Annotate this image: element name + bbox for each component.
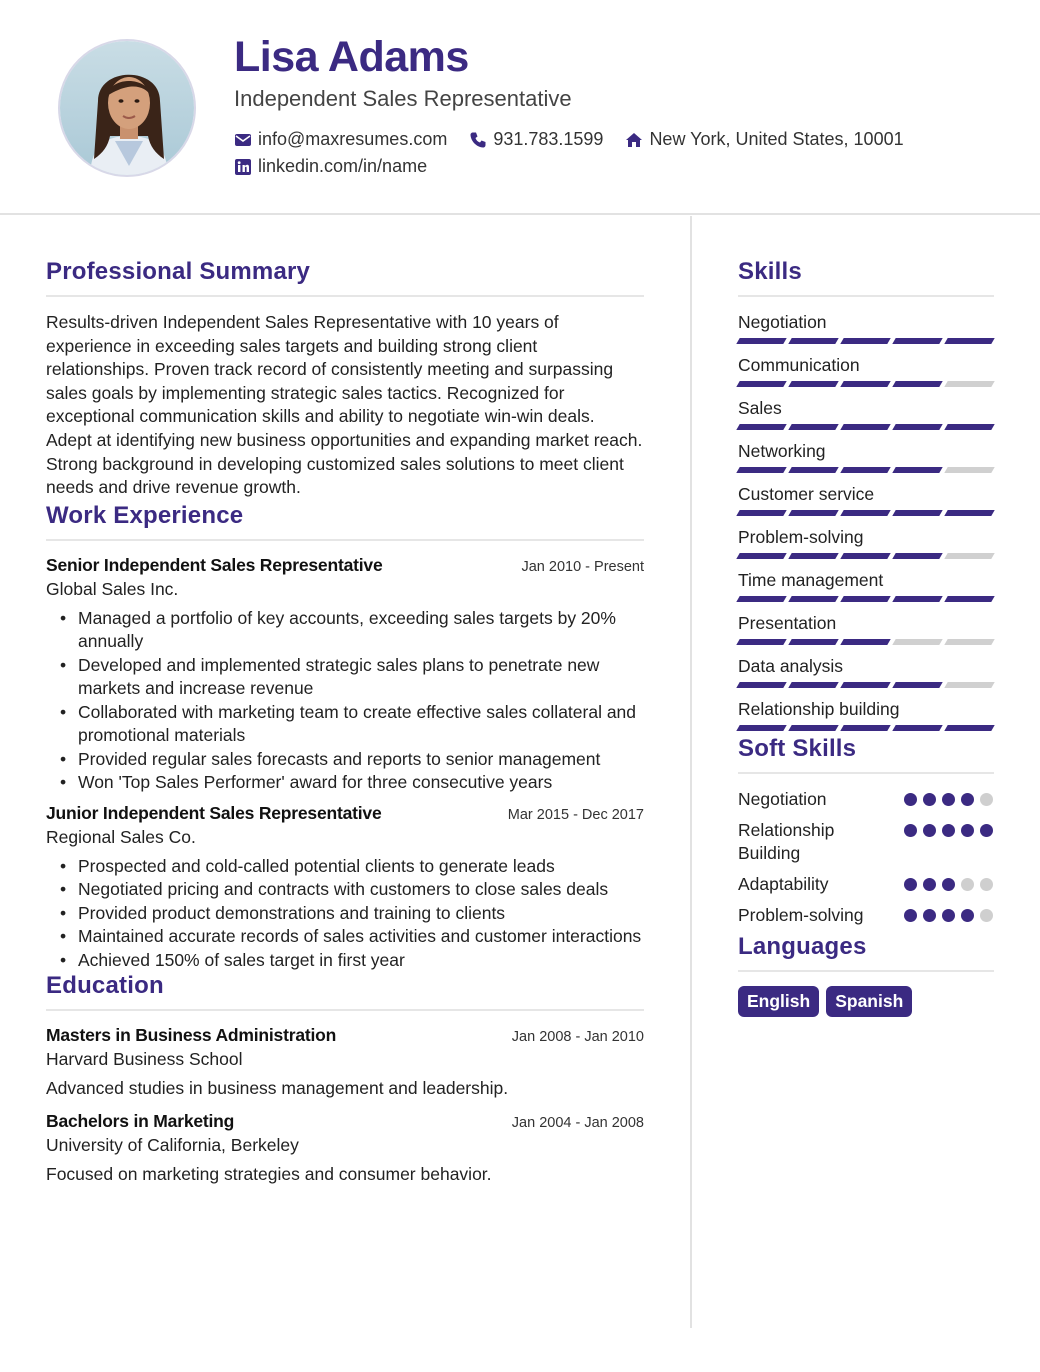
rating-dot: [942, 878, 955, 891]
rating-dot: [923, 824, 936, 837]
job-bullets: [46, 607, 644, 795]
skill-level-segment: [892, 381, 942, 387]
soft-skill-name: Relationship Building: [738, 820, 835, 863]
degree-title: Bachelors in Marketing: [46, 1111, 235, 1132]
education-date: Jan 2008 - Jan 2010: [511, 1029, 644, 1046]
job-title: Junior Independent Sales Representative: [46, 802, 382, 823]
skill-item: [738, 526, 994, 569]
skill-level-segment: [840, 553, 890, 559]
skill-level-segment: [788, 510, 838, 516]
soft-skill-rating: [904, 904, 994, 922]
skill-level-segment: [788, 725, 838, 731]
skill-level-bar: [738, 424, 994, 430]
school-name: Harvard Business School: [46, 1049, 243, 1070]
skill-name: Communication: [738, 355, 860, 375]
job-title: Senior Independent Sales Representative: [46, 554, 383, 575]
skill-level-segment: [788, 639, 838, 645]
soft-skill-rating: [904, 788, 994, 806]
soft-skill-rating: [904, 873, 994, 891]
candidate-title: Independent Sales Representative: [234, 86, 572, 111]
skill-name: Data analysis: [738, 656, 844, 676]
soft-skill-name: Problem-solving: [738, 905, 864, 925]
rating-dot: [904, 793, 917, 806]
skill-level-bar: [738, 682, 994, 688]
rating-dot: [923, 793, 936, 806]
skill-level-segment: [892, 338, 942, 344]
skill-level-segment: [944, 510, 994, 516]
resume-header: [0, 0, 1040, 215]
skill-level-segment: [840, 510, 890, 516]
education-date: Jan 2004 - Jan 2008: [511, 1115, 644, 1132]
skill-level-segment: [892, 596, 942, 602]
linkedin-icon: [234, 158, 252, 176]
skill-name: Negotiation: [738, 312, 827, 332]
list-item: • Provided regular sales forecasts and reports to senior management: [78, 748, 644, 772]
soft-skill-item: [738, 819, 994, 865]
list-item: • Managed a portfolio of key accounts, exceeding sales targets by 20% annually: [78, 607, 644, 654]
rating-dot: [942, 793, 955, 806]
skill-level-segment: [944, 467, 994, 473]
education-heading: Education: [46, 972, 644, 1011]
job-entry: [46, 803, 644, 973]
rating-dot: [980, 824, 993, 837]
education-entry: [46, 1025, 644, 1099]
soft-skill-item: [738, 788, 994, 811]
rating-dot: [904, 909, 917, 922]
rating-dot: [961, 793, 974, 806]
skill-level-segment: [840, 424, 890, 430]
rating-dot: [980, 909, 993, 922]
linkedin-text: linkedin.com/in/name: [258, 156, 428, 176]
soft-skill-item: [738, 873, 994, 896]
skill-level-segment: [840, 725, 890, 731]
profile-photo: [58, 39, 196, 177]
skill-level-segment: [736, 338, 786, 344]
side-column: [738, 258, 994, 1017]
contact-row-2: [234, 156, 449, 177]
skill-level-bar: [738, 596, 994, 602]
rating-dot: [961, 824, 974, 837]
experience-heading: Work Experience: [46, 502, 644, 541]
skill-level-bar: [738, 338, 994, 344]
job-date: Jan 2010 - Present: [521, 558, 644, 575]
skill-level-segment: [892, 553, 942, 559]
skill-level-bar: [738, 639, 994, 645]
education-desc: Focused on marketing strategies and consumer behavior.: [46, 1164, 492, 1185]
skill-name: Problem-solving: [738, 527, 864, 547]
language-tag: English: [738, 986, 819, 1017]
skill-item: [738, 397, 994, 440]
rating-dot: [904, 824, 917, 837]
skill-level-segment: [788, 682, 838, 688]
list-item: • Negotiated pricing and contracts with customers to close sales deals: [78, 878, 644, 902]
skill-level-segment: [840, 381, 890, 387]
skill-name: Relationship building: [738, 699, 900, 719]
skill-level-segment: [892, 682, 942, 688]
envelope-icon: [234, 131, 252, 149]
skill-name: Time management: [738, 570, 884, 590]
skill-level-segment: [736, 381, 786, 387]
company-name: Regional Sales Co.: [46, 826, 196, 847]
skill-level-segment: [944, 381, 994, 387]
skill-level-segment: [736, 682, 786, 688]
skill-level-segment: [736, 424, 786, 430]
contact-phone[interactable]: [469, 129, 603, 150]
home-icon: [625, 131, 643, 149]
rating-dot: [942, 824, 955, 837]
skill-level-segment: [788, 596, 838, 602]
column-divider: [690, 216, 692, 1328]
skill-level-segment: [736, 553, 786, 559]
skill-level-segment: [892, 467, 942, 473]
skill-item: [738, 354, 994, 397]
skill-level-bar: [738, 381, 994, 387]
skill-name: Presentation: [738, 613, 837, 633]
list-item: • Developed and implemented strategic sales plans to penetrate new markets and increase revenue: [78, 654, 644, 701]
contact-row: [234, 129, 926, 150]
skill-level-segment: [736, 596, 786, 602]
skill-name: Sales: [738, 398, 782, 418]
skill-level-segment: [736, 639, 786, 645]
skill-level-segment: [736, 725, 786, 731]
education-entry: [46, 1111, 644, 1185]
rating-dot: [923, 878, 936, 891]
skill-level-segment: [788, 553, 838, 559]
job-entry: [46, 555, 644, 795]
languages-heading: Languages: [738, 933, 994, 972]
skill-level-segment: [944, 725, 994, 731]
job-date: Mar 2015 - Dec 2017: [507, 806, 644, 823]
summary-text: Results-driven Independent Sales Representative with 10 years of experience in exceeding sales targets and building strong client relationships. Proven track record of consistently meeting and surpassing sales goals by implementing strategic sales tactics. Recognized for exceptional communication skills and ability to negotiate win-win deals. Adept at identifying new business opportunities and expanding market reach. Strong background in developing customized sales solutions to meet client needs and drive revenue growth.: [46, 312, 643, 498]
skill-level-segment: [892, 725, 942, 731]
rating-dot: [904, 878, 917, 891]
list-item: • Achieved 150% of sales target in first year: [78, 949, 644, 973]
skill-level-segment: [944, 639, 994, 645]
skill-level-segment: [788, 467, 838, 473]
skill-level-segment: [840, 596, 890, 602]
job-bullets: [46, 855, 644, 973]
location-text: New York, United States, 10001: [649, 129, 904, 149]
skill-level-segment: [840, 639, 890, 645]
skills-heading: Skills: [738, 258, 994, 297]
main-column: [46, 258, 644, 1197]
rating-dot: [961, 909, 974, 922]
skill-level-segment: [788, 381, 838, 387]
skill-level-bar: [738, 467, 994, 473]
rating-dot: [980, 878, 993, 891]
skill-level-segment: [944, 424, 994, 430]
skill-level-segment: [944, 338, 994, 344]
phone-text: 931.783.1599: [493, 129, 604, 149]
list-item: • Prospected and cold-called potential clients to generate leads: [78, 855, 644, 879]
summary-heading: Professional Summary: [46, 258, 644, 297]
skill-level-segment: [840, 338, 890, 344]
skill-level-bar: [738, 725, 994, 731]
company-name: Global Sales Inc.: [46, 578, 179, 599]
skill-item: [738, 483, 994, 526]
rating-dot: [961, 878, 974, 891]
skill-item: [738, 311, 994, 354]
skill-item: [738, 569, 994, 612]
skill-name: Networking: [738, 441, 826, 461]
soft-skill-rating: [904, 819, 994, 837]
soft-skills-heading: Soft Skills: [738, 735, 994, 774]
degree-title: Masters in Business Administration: [46, 1025, 337, 1046]
contact-linkedin[interactable]: [234, 156, 427, 177]
school-name: University of California, Berkeley: [46, 1135, 299, 1156]
skill-level-segment: [892, 639, 942, 645]
skill-item: [738, 612, 994, 655]
rating-dot: [980, 793, 993, 806]
skill-level-segment: [840, 467, 890, 473]
skill-item: [738, 655, 994, 698]
skill-name: Customer service: [738, 484, 875, 504]
email-text: info@maxresumes.com: [258, 129, 448, 149]
languages-list: [738, 986, 994, 1017]
soft-skill-item: [738, 904, 994, 927]
contact-location: [625, 129, 903, 150]
language-tag: Spanish: [826, 986, 912, 1017]
list-item: • Collaborated with marketing team to create effective sales collateral and promotional materials: [78, 701, 644, 748]
skill-level-segment: [892, 510, 942, 516]
soft-skill-name: Negotiation: [738, 789, 827, 809]
skill-level-segment: [736, 467, 786, 473]
rating-dot: [942, 909, 955, 922]
skill-level-segment: [736, 510, 786, 516]
list-item: • Provided product demonstrations and training to clients: [78, 902, 644, 926]
skill-level-segment: [944, 682, 994, 688]
skill-level-segment: [840, 682, 890, 688]
phone-icon: [469, 131, 487, 149]
skill-level-segment: [944, 596, 994, 602]
skill-level-bar: [738, 553, 994, 559]
skill-item: [738, 440, 994, 483]
list-item: • Won 'Top Sales Performer' award for three consecutive years: [78, 771, 644, 795]
rating-dot: [923, 909, 936, 922]
avatar-illustration-icon: [60, 41, 196, 177]
education-desc: Advanced studies in business management and leadership.: [46, 1078, 509, 1099]
soft-skill-name: Adaptability: [738, 874, 829, 894]
skill-level-segment: [944, 553, 994, 559]
skill-level-segment: [892, 424, 942, 430]
skill-level-bar: [738, 510, 994, 516]
skill-level-segment: [788, 338, 838, 344]
list-item: • Maintained accurate records of sales activities and customer interactions: [78, 925, 644, 949]
skills-list: [738, 311, 994, 741]
candidate-name: Lisa Adams: [234, 33, 469, 81]
soft-skills-list: [738, 788, 994, 927]
skill-level-segment: [788, 424, 838, 430]
contact-email[interactable]: [234, 129, 447, 150]
